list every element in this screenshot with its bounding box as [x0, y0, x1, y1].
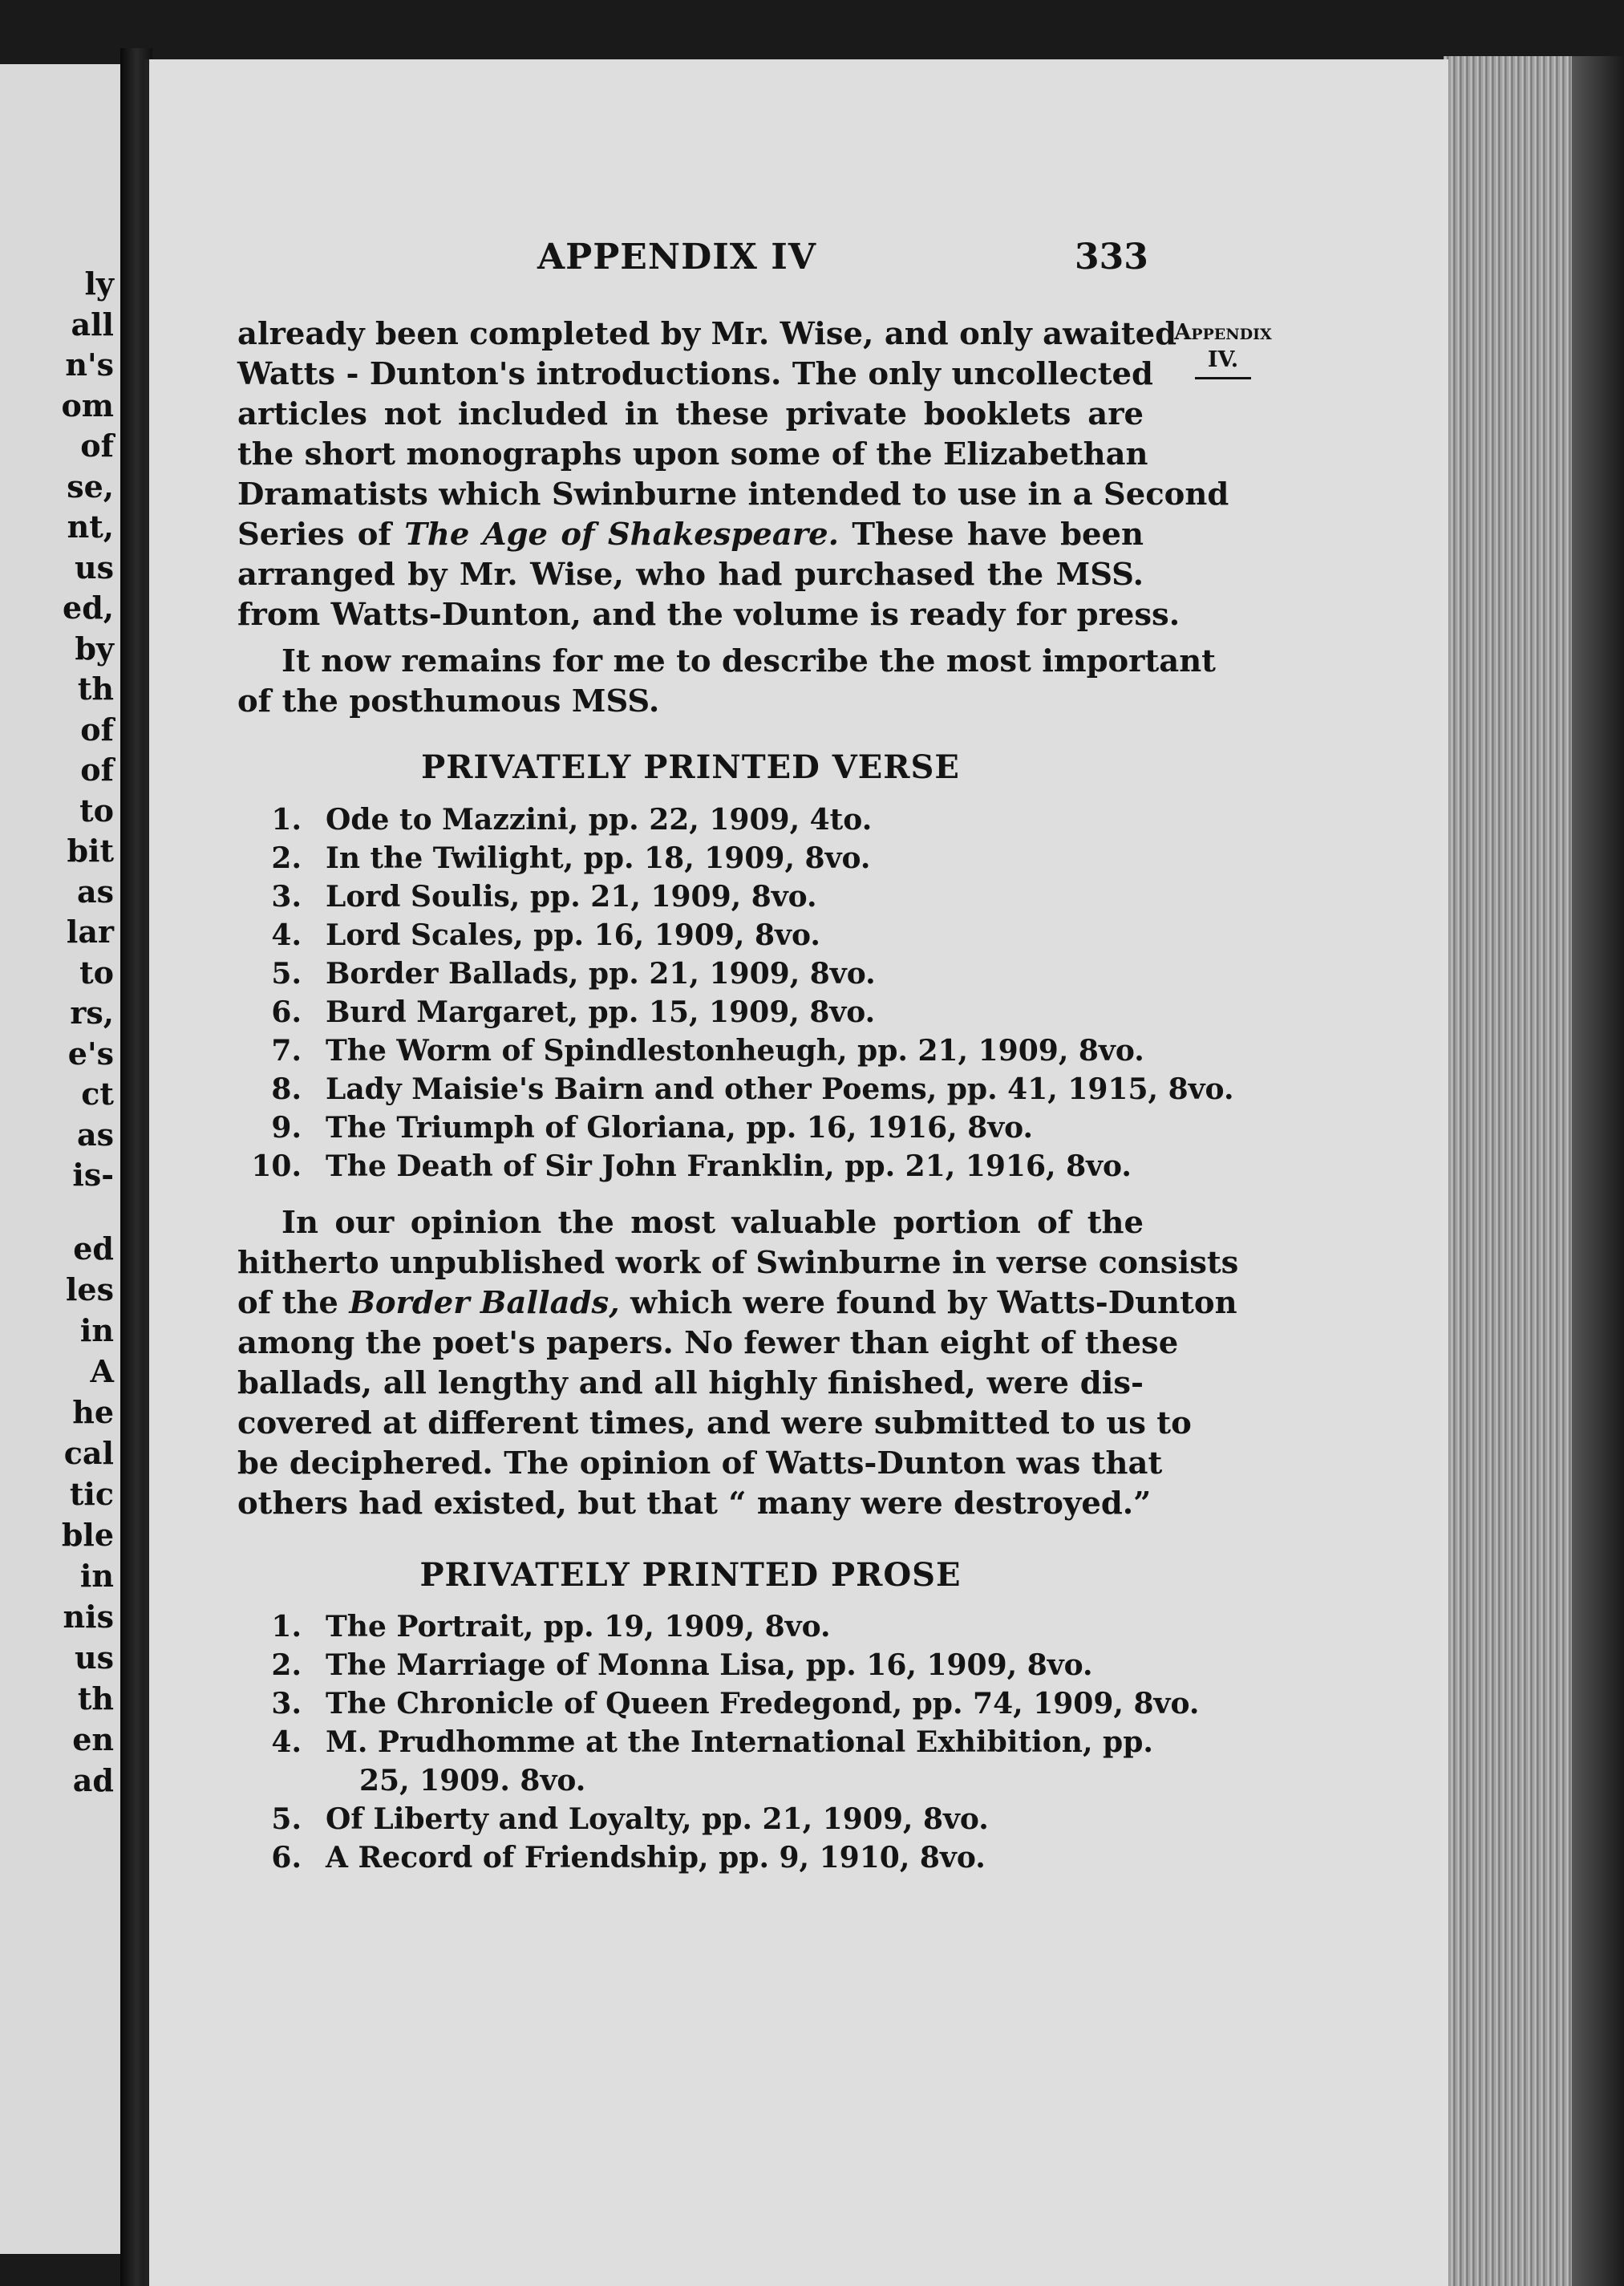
prose-list: [237, 1607, 1200, 1877]
text-fragment: of the: [237, 1285, 350, 1321]
left-page-fragment: all: [71, 306, 114, 342]
list-item: [237, 1646, 1152, 1684]
list-item-text: M. Prudhomme at the International Exhibition, pp.: [326, 1725, 1153, 1759]
text-fragment: These have been: [839, 517, 1144, 553]
page-edges: [1444, 56, 1572, 2286]
left-page-fragment: he: [72, 1394, 114, 1430]
left-page-fragment: in: [79, 1558, 114, 1594]
text-line: It now remains for me to describe the most important: [281, 643, 1216, 679]
left-page-fragment: of: [80, 428, 114, 464]
left-page-fragment: A: [90, 1353, 114, 1389]
list-item-number: 1.: [271, 803, 302, 837]
left-page-fragment: en: [72, 1721, 114, 1757]
list-item: [237, 1607, 1152, 1646]
left-page-fragment: of: [80, 711, 114, 748]
list-item-number: 1.: [271, 1610, 302, 1644]
list-item-number: 7.: [271, 1034, 302, 1068]
page-number: 333: [1075, 237, 1148, 278]
list-item-number: 10.: [251, 1149, 302, 1183]
list-item-continuation: 25, 1909. 8vo.: [359, 1764, 586, 1798]
list-item: [237, 878, 1152, 916]
text-line: of the posthumous MSS.: [237, 683, 660, 719]
left-page-fragment: nis: [63, 1599, 114, 1635]
left-page-fragment: th: [77, 1680, 114, 1717]
text-line: In our opinion the most valuable portion of the: [281, 1205, 1144, 1241]
list-item-number: 3.: [271, 880, 302, 914]
list-item-text: Lord Soulis, pp. 21, 1909, 8vo.: [326, 880, 817, 914]
text-line: hitherto unpublished work of Swinburne in verse consists: [237, 1245, 1239, 1281]
text-line: already been completed by Mr. Wise, and only awaited: [237, 316, 1177, 352]
side-note-line2: IV.: [1207, 347, 1239, 372]
verse-list: [237, 801, 1234, 1186]
text-line: Dramatists which Swinburne intended to use in a Second: [237, 476, 1229, 513]
list-item: [237, 1800, 1152, 1838]
left-page-fragment: ble: [61, 1517, 114, 1553]
list-item: [237, 1109, 1152, 1147]
list-item: [237, 801, 1152, 839]
list-item-text: Burd Margaret, pp. 15, 1909, 8vo.: [326, 995, 876, 1029]
list-item-text: A Record of Friendship, pp. 9, 1910, 8vo.: [326, 1841, 986, 1875]
text-line: from Watts-Dunton, and the volume is ready for press.: [237, 597, 1181, 633]
left-page-fragment: om: [61, 387, 114, 424]
list-item-text: The Triumph of Gloriana, pp. 16, 1916, 8vo.: [326, 1111, 1034, 1145]
opinion-paragraph: [237, 1203, 1239, 1524]
left-page-fragment: ly: [84, 265, 114, 302]
left-page-fragment: nt,: [67, 509, 114, 545]
left-page-fragment: ad: [72, 1762, 114, 1798]
list-item-number: 2.: [271, 841, 302, 875]
left-page-fragment: is-: [72, 1157, 114, 1193]
list-item: [237, 916, 1152, 955]
left-page-fragment: by: [75, 630, 114, 667]
text-line: covered at different times, and were submitted to us to: [237, 1405, 1192, 1441]
left-page-fragment: as: [76, 1116, 114, 1153]
left-page-fragment: ed: [73, 1230, 114, 1267]
left-page-fragment: th: [77, 671, 114, 707]
list-item-number: 6.: [271, 1841, 302, 1875]
list-item-text: Lord Scales, pp. 16, 1909, 8vo.: [326, 918, 820, 952]
left-page-fragment: as: [76, 873, 114, 910]
list-item: [237, 1032, 1152, 1070]
left-page-fragment: bit: [67, 833, 114, 869]
list-item: [237, 1684, 1200, 1723]
list-item-text: The Worm of Spindlestonheugh, pp. 21, 1909, 8vo.: [326, 1034, 1144, 1068]
list-item-text: Lady Maisie's Bairn and other Poems, pp. 41, 1915, 8vo.: [326, 1072, 1234, 1106]
prose-section-heading: PRIVATELY PRINTED PROSE: [419, 1556, 962, 1594]
left-page-fragment: n's: [65, 347, 114, 383]
list-item-text: The Death of Sir John Franklin, pp. 21, 1916, 8vo.: [326, 1149, 1132, 1183]
list-item-text: The Marriage of Monna Lisa, pp. 16, 1909, 8vo.: [326, 1648, 1093, 1682]
list-item-number: 5.: [271, 1802, 302, 1836]
left-page-fragment: of: [80, 752, 114, 788]
list-item-number: 4.: [271, 1725, 302, 1759]
left-page-fragment: tic: [69, 1476, 114, 1512]
left-page-fragment: rs,: [70, 995, 114, 1031]
list-item: [237, 1838, 1152, 1877]
list-item-text: In the Twilight, pp. 18, 1909, 8vo.: [326, 841, 871, 875]
left-page-fragment: ed,: [63, 590, 114, 626]
text-line: [237, 1283, 1237, 1323]
list-item-number: 3.: [271, 1687, 302, 1721]
verse-section-heading: PRIVATELY PRINTED VERSE: [421, 748, 960, 786]
left-page-fragment: ct: [81, 1076, 114, 1112]
text-line: arranged by Mr. Wise, who had purchased the MSS.: [237, 557, 1144, 593]
text-line: Watts - Dunton's introductions. The only uncollected: [237, 356, 1153, 392]
text-line: others had existed, but that “ many were destroyed.”: [237, 1485, 1152, 1522]
list-item-number: 8.: [271, 1072, 302, 1106]
text-line: the short monographs upon some of the Elizabethan: [237, 436, 1148, 472]
book-title: The Age of Shakespeare.: [404, 517, 840, 553]
left-page-fragment: les: [65, 1271, 114, 1307]
page-edges-shadow: [1572, 56, 1624, 2286]
list-item: [237, 1070, 1234, 1109]
side-note-rule: [1195, 377, 1251, 379]
side-note-line1: Appendix: [1174, 320, 1272, 345]
second-paragraph: [237, 642, 1216, 722]
left-page-fragment: e's: [67, 1035, 114, 1072]
text-fragment: Series of: [237, 517, 405, 553]
list-item-number: 5.: [271, 957, 302, 991]
book-title: Border Ballads,: [349, 1285, 620, 1321]
list-item: [237, 955, 1152, 993]
left-page-fragment: lar: [66, 914, 114, 950]
text-line: articles not included in these private booklets are: [237, 396, 1144, 432]
list-item: [237, 993, 1152, 1032]
list-item-text: The Portrait, pp. 19, 1909, 8vo.: [326, 1610, 831, 1644]
left-page-fragment: to: [79, 792, 114, 829]
text-line: among the poet's papers. No fewer than eight of these: [237, 1325, 1179, 1361]
list-item-number: 4.: [271, 918, 302, 952]
text-fragment: which were found by Watts-Dunton: [619, 1285, 1237, 1321]
list-item-text: The Chronicle of Queen Fredegond, pp. 74, 1909, 8vo.: [326, 1687, 1200, 1721]
left-page-fragment: us: [74, 1640, 114, 1676]
left-page-fragment: us: [74, 549, 114, 586]
list-item-text: Ode to Mazzini, pp. 22, 1909, 4to.: [326, 803, 873, 837]
list-item-text: Border Ballads, pp. 21, 1909, 8vo.: [326, 957, 876, 991]
text-line: ballads, all lengthy and all highly finished, were dis-: [237, 1365, 1144, 1401]
left-page-fragment: cal: [63, 1435, 114, 1471]
left-facing-page: [0, 64, 120, 2254]
left-page-fragment: to: [79, 954, 114, 991]
left-page-fragment: in: [79, 1312, 114, 1348]
list-item-number: 2.: [271, 1648, 302, 1682]
text-line: [237, 515, 1144, 555]
list-item-text: Of Liberty and Loyalty, pp. 21, 1909, 8vo.: [326, 1802, 989, 1836]
list-item: [237, 1723, 1152, 1761]
running-head: APPENDIX IV: [537, 237, 816, 278]
list-item-number: 6.: [271, 995, 302, 1029]
text-line: be deciphered. The opinion of Watts-Dunton was that: [237, 1445, 1163, 1481]
list-item: [237, 839, 1152, 878]
list-item: [237, 1147, 1152, 1186]
left-page-fragment: se,: [67, 468, 114, 505]
list-item-number: 9.: [271, 1111, 302, 1145]
